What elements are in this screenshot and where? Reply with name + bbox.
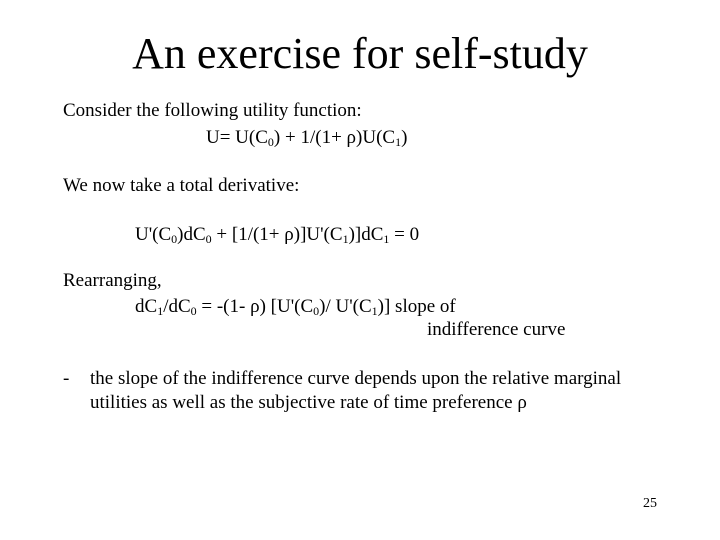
derivative-equation <box>135 223 419 247</box>
slope-part-e: )] slope of <box>377 296 456 317</box>
slope-part-a: dC <box>135 296 158 317</box>
slope-sub-b: 0 <box>190 304 197 318</box>
bullet-text-line-2: utilities as well as the subjective rate of time preference ρ <box>90 392 527 413</box>
utility-sub-a: 0 <box>267 135 274 149</box>
derivative-sub-a: 0 <box>171 232 178 246</box>
derivative-intro: We now take a total derivative: <box>63 175 300 196</box>
derivative-part-d: )]dC <box>348 224 384 245</box>
derivative-part-e: = 0 <box>389 224 420 245</box>
utility-part-a: U= U(C <box>206 127 268 148</box>
derivative-sub-c: 1 <box>342 232 349 246</box>
derivative-sub-d: 1 <box>383 232 390 246</box>
slope-sub-d: 1 <box>371 304 378 318</box>
utility-equation <box>206 126 407 150</box>
utility-part-c: ) <box>401 127 408 148</box>
bullet-dash: - <box>63 368 70 389</box>
utility-part-b: ) + 1/(1+ ρ)U(C <box>273 127 396 148</box>
derivative-part-a: U'(C <box>135 224 172 245</box>
utility-sub-b: 1 <box>395 135 402 149</box>
slope-equation <box>135 295 456 319</box>
slope-part-b: /dC <box>163 296 191 317</box>
slope-part-d: )/ U'(C <box>319 296 372 317</box>
rearranging-label: Rearranging, <box>63 270 162 291</box>
slope-note: indifference curve <box>427 319 566 340</box>
slope-part-c: = -(1- ρ) [U'(C <box>196 296 314 317</box>
page-number: 25 <box>643 496 657 511</box>
derivative-part-b: )dC <box>177 224 206 245</box>
derivative-sub-b: 0 <box>205 232 212 246</box>
derivative-part-c: + [1/(1+ ρ)]U'(C <box>211 224 343 245</box>
slide-title: An exercise for self-study <box>132 29 588 78</box>
bullet-text-line-1: the slope of the indifference curve depends upon the relative marginal <box>90 368 622 389</box>
intro-text: Consider the following utility function: <box>63 100 362 121</box>
slope-sub-c: 0 <box>313 304 320 318</box>
slope-sub-a: 1 <box>157 304 164 318</box>
